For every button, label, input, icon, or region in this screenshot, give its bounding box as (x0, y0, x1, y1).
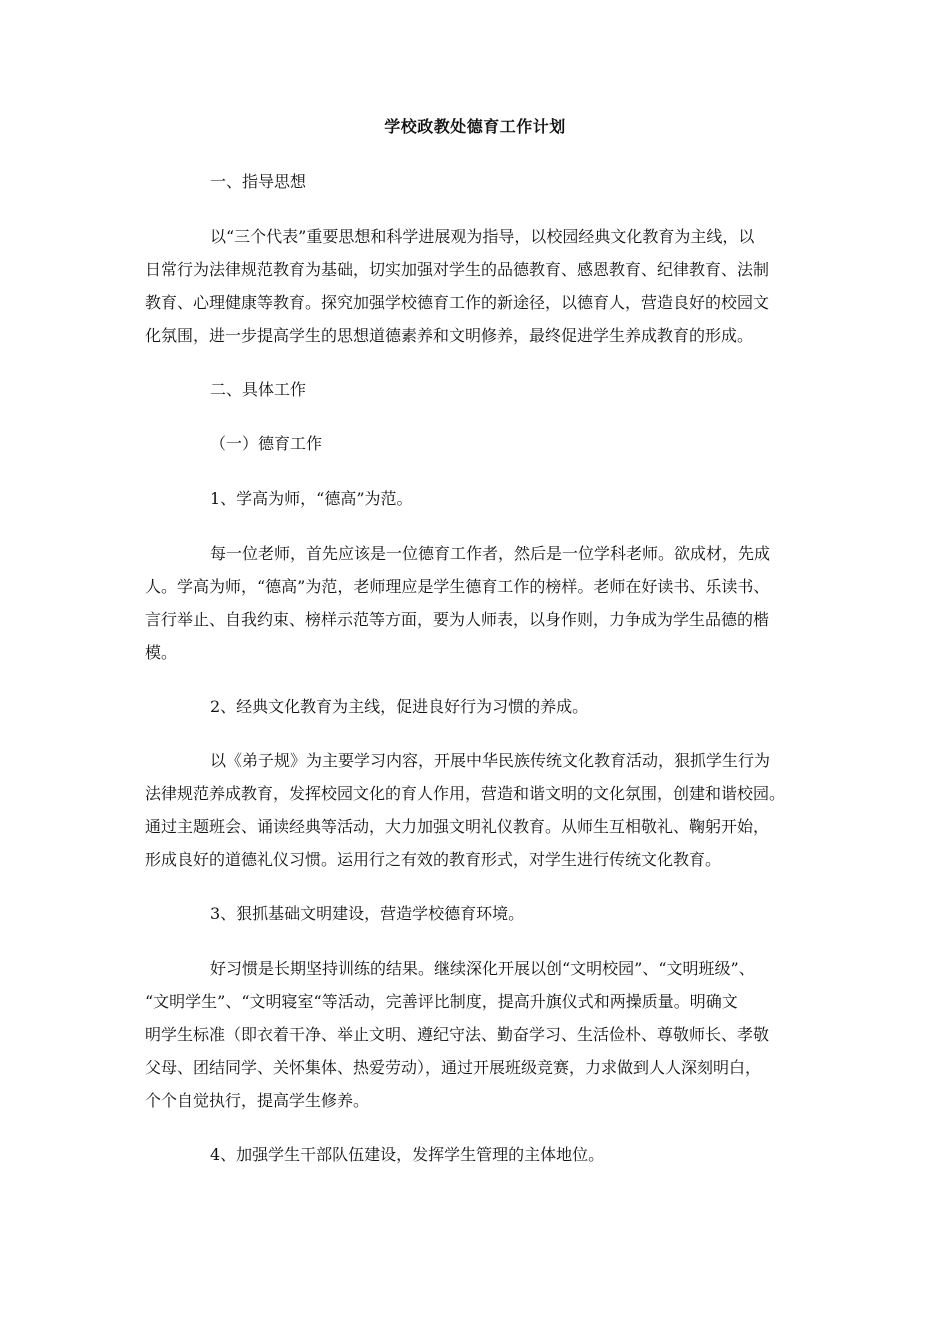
paragraph-line: 个个自觉执行，提高学生修养。 (145, 1091, 370, 1110)
paragraph-line: 形成良好的道德礼仪习惯。运用行之有效的教育形式，对学生进行传统文化教育。 (145, 850, 722, 869)
paragraph-line: 法律规范养成教育，发挥校园文化的育人作用，营造和谐文明的文化氛围，创建和谐校园。 (145, 784, 786, 803)
paragraph-line: 人。学高为师，“德高”为范，老师理应是学生德育工作的榜样。老师在好读书、乐读书、 (145, 577, 770, 596)
document-title: 学校政教处德育工作计划 (384, 117, 566, 136)
paragraph-line: “文明学生”、“文明寝室“等活动，完善评比制度，提高升旗仪式和两操质量。明确文 (145, 992, 738, 1011)
paragraph-line: 化氛围，进一步提高学生的思想道德素养和文明修养，最终促进学生养成教育的形成。 (145, 326, 754, 345)
paragraph-line: 每一位老师，首先应该是一位德育工作者，然后是一位学科老师。欲成材，先成 (210, 544, 771, 563)
paragraph-line: 以《弟子规》为主要学习内容，开展中华民族传统文化教育活动，狠抓学生行为 (210, 751, 771, 770)
paragraph-line: 好习惯是长期坚持训练的结果。继续深化开展以创“文明校园”、“文明班级”、 (210, 959, 755, 978)
section-heading: 二、具体工作 (210, 380, 307, 399)
paragraph-line: 父母、团结同学、关怀集体、热爱劳动），通过开展班级竞赛，力求做到人人深刻明白， (145, 1058, 762, 1077)
paragraph-line: 明学生标准（即衣着干净、举止文明、遵纪守法、勤奋学习、生活俭朴、尊敬师长、孝敬 (145, 1025, 770, 1044)
paragraph-line: 以“三个代表”重要思想和科学进展观为指导，以校园经典文化教育为主线，以 (210, 227, 755, 246)
item-heading: 3、狠抓基础文明建设，营造学校德育环境。 (210, 904, 525, 923)
paragraph-line: 模。 (145, 643, 178, 662)
subsection-heading: （一）德育工作 (210, 434, 323, 453)
item-heading: 1、学高为师，“德高”为范。 (210, 489, 413, 508)
paragraph-line: 教育、心理健康等教育。探究加强学校德育工作的新途径，以德育人，营造良好的校园文 (145, 293, 770, 312)
section-heading: 一、指导思想 (210, 172, 307, 191)
paragraph-line: 日常行为法律规范教育为基础，切实加强对学生的品德教育、感恩教育、纪律教育、法制 (145, 260, 770, 279)
item-heading: 2、经典文化教育为主线，促进良好行为习惯的养成。 (210, 697, 589, 716)
item-heading: 4、加强学生干部队伍建设，发挥学生管理的主体地位。 (210, 1145, 605, 1164)
paragraph-line: 通过主题班会、诵读经典等活动，大力加强文明礼仪教育。从师生互相敬礼、鞠躬开始， (145, 817, 770, 836)
paragraph-line: 言行举止、自我约束、榜样示范等方面，要为人师表，以身作则，力争成为学生品德的楷 (145, 610, 770, 629)
